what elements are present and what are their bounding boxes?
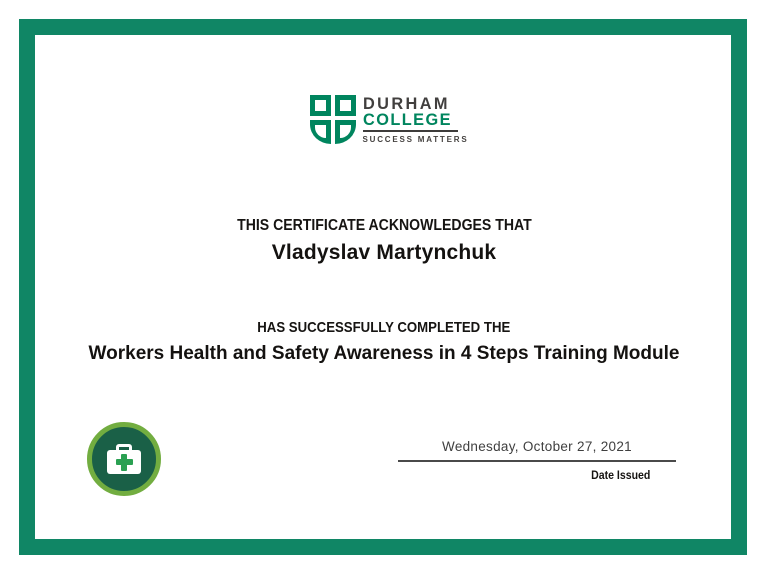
logo-text-block	[362, 94, 469, 144]
acknowledgement-text: THIS CERTIFICATE ACKNOWLEDGES THAT	[236, 217, 532, 234]
shield-quadrant-top-right	[335, 95, 356, 116]
date-issued-value: Wednesday, October 27, 2021	[442, 439, 632, 454]
course-title: Workers Health and Safety Awareness in 4 Steps Training Module	[88, 343, 680, 364]
date-issued-block	[398, 438, 676, 484]
recipient-name: Vladyslav Martynchuk	[271, 241, 497, 264]
shield-quadrant-bottom-left	[310, 120, 331, 144]
first-aid-kit-icon	[107, 450, 141, 474]
first-aid-kit-handle	[116, 444, 132, 453]
logo-name-line1: DURHAM	[362, 94, 450, 113]
first-aid-cross-icon	[116, 459, 133, 465]
logo-divider	[363, 130, 458, 132]
date-label-wrap	[398, 466, 676, 484]
durham-college-logo	[0, 95, 768, 144]
completion-text: HAS SUCCESSFULLY COMPLETED THE	[257, 319, 511, 336]
completion-line	[0, 319, 768, 336]
logo-tagline: SUCCESS MATTERS	[362, 135, 469, 144]
date-signature-line	[398, 460, 676, 462]
durham-college-shield-icon	[310, 95, 356, 144]
shield-quadrant-bottom-right	[335, 120, 356, 144]
date-issued-label: Date Issued	[590, 468, 650, 482]
shield-quadrant-top-left	[310, 95, 331, 116]
logo-name-line2: COLLEGE	[362, 110, 452, 129]
first-aid-badge	[87, 422, 161, 496]
acknowledgement-line	[0, 217, 768, 235]
